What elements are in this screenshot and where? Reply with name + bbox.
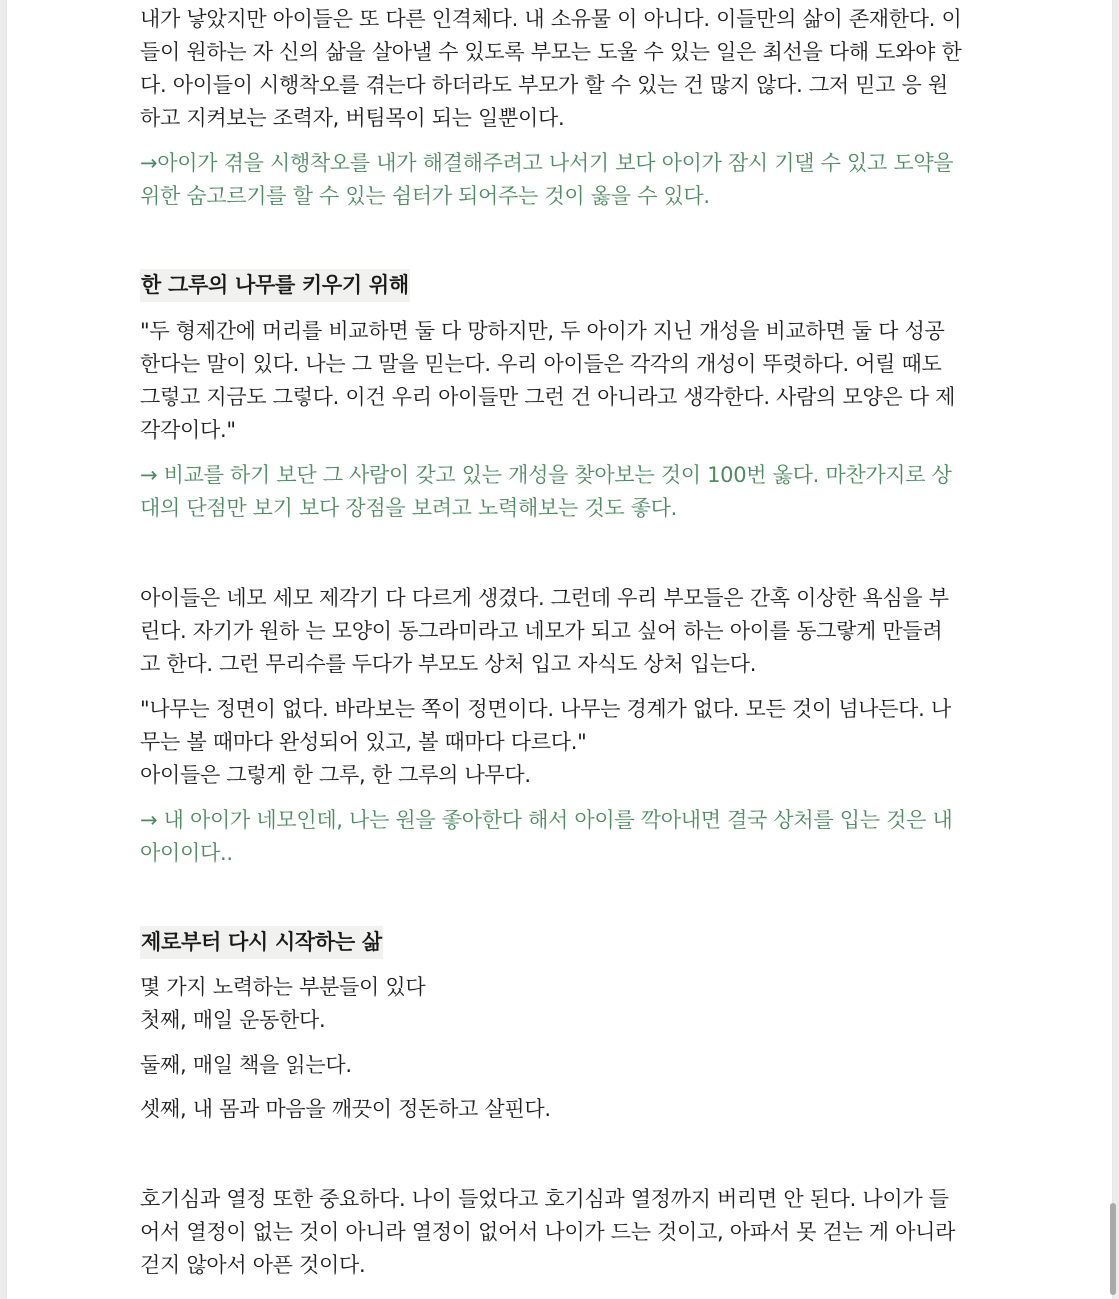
note-square-child: [140, 804, 990, 870]
text-line: 어서 열정이 없는 것이 아니라 열정이 없어서 나이가 드는 것이고, 아파서 못 걷는 게 아니라: [140, 1220, 956, 1244]
scrollbar[interactable]: [1109, 0, 1119, 1299]
section-heading-restart: 제로부터 다시 시작하는 삶: [140, 926, 383, 959]
scrollbar-thumb[interactable]: [1110, 1203, 1116, 1295]
list-item: [140, 1093, 990, 1126]
note-line: → 내 아이가 네모인데, 나는 원을 좋아한다 해서 아이를 깍아내면 결국 상처를 입는 것은 내: [140, 808, 953, 832]
text-line: 아이들은 네모 세모 제각기 다 다르게 생겼다. 그런데 우리 부모들은 간혹 이상한 욕심을 부: [140, 586, 949, 610]
paragraph-curiosity: [140, 1183, 990, 1282]
note-line: → 비교를 하기 보단 그 사람이 갖고 있는 개성을 찾아보는 것이 100번 옳다. 마찬가지로 상: [140, 463, 952, 487]
text-line: 고 한다. 그런 무리수를 두다가 부모도 상처 입고 자식도 상처 입는다.: [140, 652, 757, 676]
text-line: 다. 아이들이 시행착오를 겪는다 하더라도 부모가 할 수 있는 건 많지 않다. 그저 믿고 응 원: [140, 73, 948, 97]
note-line: 위한 숨고르기를 할 수 있는 쉼터가 되어주는 것이 옳을 수 있다.: [140, 184, 710, 208]
text-line: 무는 볼 때마다 완성되어 있고, 볼 때마다 다르다.": [140, 730, 587, 754]
text-line: 아이들은 그렇게 한 그루, 한 그루의 나무다.: [140, 763, 531, 787]
text-line: "두 형제간에 머리를 비교하면 둘 다 망하지만, 두 아이가 지닌 개성을 비교하면 둘 다 성공: [140, 319, 945, 343]
text-line: 내가 낳았지만 아이들은 또 다른 인격체다. 내 소유물 이 아니다. 이들만의 삶이 존재한다. 이: [140, 7, 962, 31]
paragraph-children-autonomy: [140, 3, 990, 135]
note-line: 대의 단점만 보기 보다 장점을 보려고 노력해보는 것도 좋다.: [140, 496, 678, 520]
note-line: →아이가 겪을 시행착오를 내가 해결해주려고 나서기 보다 아이가 잠시 기댈 수 있고 도약을: [140, 151, 954, 175]
list-item-text: 둘째, 매일 책을 읽는다.: [140, 1053, 352, 1077]
document-page: [7, 0, 1112, 1299]
text-line: 린다. 자기가 원하 는 모양이 동그라미라고 네모가 되고 싶어 하는 아이를 동그랗게 만들려: [140, 619, 943, 643]
text-line: 걷지 않아서 아픈 것이다.: [140, 1253, 366, 1277]
text-line: 하고 지켜보는 조력자, 버팀목이 되는 일뿐이다.: [140, 106, 565, 130]
text-line: 들이 원하는 자 신의 삶을 살아낼 수 있도록 부모는 도울 수 있는 일은 최선을 다해 도와야 한: [140, 40, 962, 64]
list-intro: [140, 971, 990, 1037]
paragraph-tree-quote: [140, 693, 990, 792]
text-line: 각각이다.": [140, 418, 236, 442]
list-item: [140, 1049, 990, 1082]
text-line: "나무는 정면이 없다. 바라보는 쪽이 정면이다. 나무는 경계가 없다. 모든 것이 넘나든다. 나: [140, 697, 951, 721]
text-line: 한다는 말이 있다. 나는 그 말을 믿는다. 우리 아이들은 각각의 개성이 뚜렷하다. 어릴 때도: [140, 352, 942, 376]
text-line: 몇 가지 노력하는 부분들이 있다: [140, 975, 426, 999]
text-line: 호기심과 열정 또한 중요하다. 나이 들었다고 호기심과 열정까지 버리면 안 된다. 나이가 들: [140, 1187, 949, 1211]
paragraph-sibling-comparison: [140, 315, 990, 447]
note-line: 아이이다..: [140, 841, 233, 865]
section-heading-tree: 한 그루의 나무를 키우기 위해: [140, 269, 410, 302]
list-item: 첫째, 매일 운동한다.: [140, 1008, 326, 1032]
paragraph-shapes: [140, 582, 990, 681]
text-line: 그렇고 지금도 그렇다. 이건 우리 아이들만 그런 건 아니라고 생각한다. 사람의 모양은 다 제: [140, 385, 956, 409]
note-personality: [140, 459, 990, 525]
note-shelter: [140, 147, 990, 213]
list-item-text: 셋째, 내 몸과 마음을 깨끗이 정돈하고 살핀다.: [140, 1097, 551, 1121]
